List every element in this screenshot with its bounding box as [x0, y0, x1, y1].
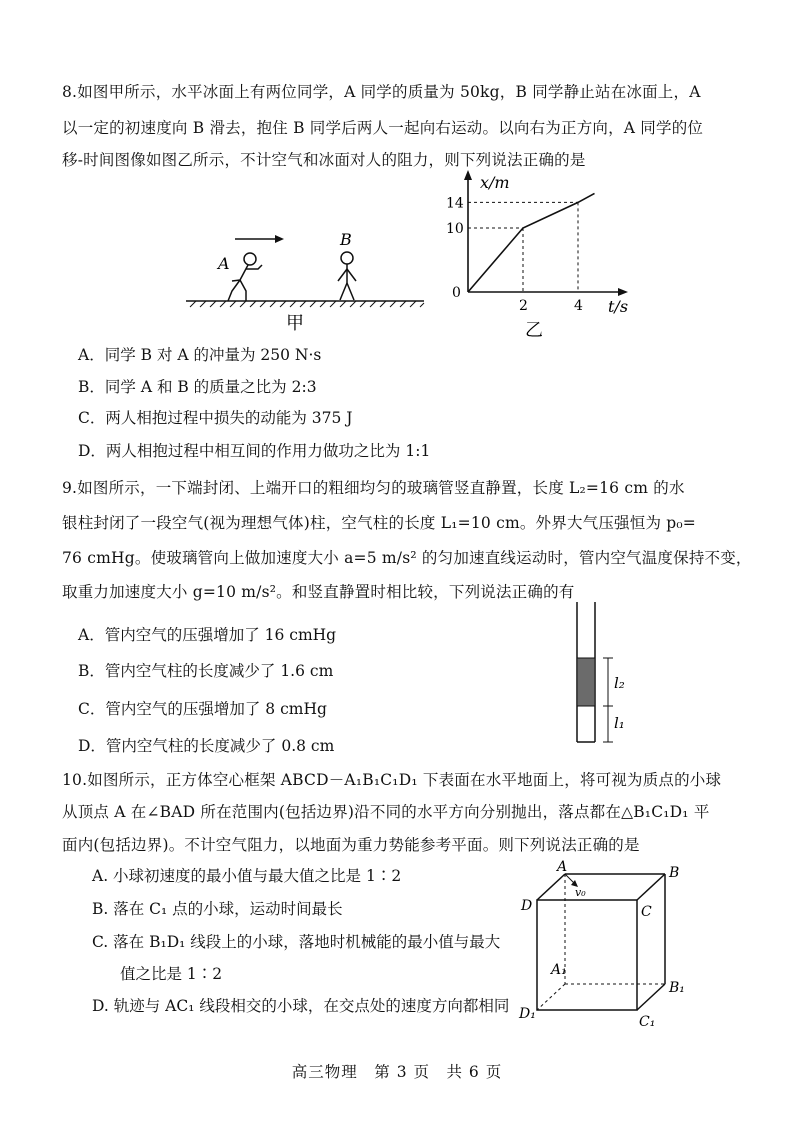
- label-a: A: [218, 254, 230, 273]
- q10-line-2: 从顶点 A 在∠BAD 所在范围内(包括边界)沿不同的水平方向分别抛出，落点都在△B₁C₁D₁ 平: [62, 803, 710, 821]
- series-line-displacement: [468, 193, 595, 292]
- edge-b1c1: [637, 984, 665, 1010]
- q9-option-d: D．管内空气柱的长度减少了 0.8 cm: [78, 737, 335, 755]
- edge-ad: [537, 874, 565, 900]
- q10-line-1: 10.如图所示，正方体空心框架 ABCD－A₁B₁C₁D₁ 下表面在水平地面上，将可视为质点的小球: [62, 771, 722, 789]
- q9-line-2: 银柱封闭了一段空气(视为理想气体)柱，空气柱的长度 L₁=10 cm。外界大气压强恒为 p₀=: [62, 514, 696, 532]
- y-axis-arrowhead-icon: [464, 170, 472, 180]
- q10-line-3: 面内(包括边界)。不计空气阻力，以地面为重力势能参考平面。则下列说法正确的是: [62, 836, 640, 854]
- label-vertex-a: A: [557, 860, 568, 875]
- q10-option-d: D. 轨迹与 AC₁ 线段相交的小球，在交点处的速度方向都相同: [92, 997, 510, 1015]
- x-tick-2: 2: [519, 298, 528, 314]
- label-v0: v₀: [575, 886, 586, 899]
- person-b-icon: [338, 252, 356, 300]
- x-axis-arrowhead-icon: [618, 288, 628, 296]
- figure-jia: [180, 225, 430, 340]
- q8-option-c: C．两人相抱过程中损失的动能为 375 J: [78, 409, 353, 427]
- q10-option-c: C. 落在 B₁D₁ 线段上的小球，落地时机械能的最小值与最大: [92, 933, 501, 951]
- q10-option-b: B. 落在 C₁ 点的小球，运动时间最长: [92, 900, 343, 918]
- front-face-dcc1d1: [537, 900, 637, 1010]
- page-footer: 高三物理 第 3 页 共 6 页: [291, 1063, 503, 1081]
- q8-line-1: 8.如图甲所示，水平冰面上有两位同学，A 同学的质量为 50kg，B 同学静止站在冰面上，A: [62, 83, 701, 101]
- origin-label: 0: [452, 285, 461, 301]
- q8-option-d: D．两人相抱过程中相互间的作用力做功之比为 1:1: [78, 442, 431, 460]
- q9-option-a: A．管内空气的压强增加了 16 cmHg: [78, 626, 337, 644]
- q8-line-2: 以一定的初速度向 B 滑去，抱住 B 同学后两人一起向右运动。以向右为正方向，A 同学的位: [62, 119, 704, 137]
- label-l2: l₂: [614, 674, 625, 692]
- q9-option-b: B．管内空气柱的长度减少了 1.6 cm: [78, 662, 334, 680]
- y-tick-14: 14: [446, 195, 464, 212]
- q8-option-b: B．同学 A 和 B 的质量之比为 2:3: [78, 378, 317, 396]
- figure-glass-tube: [560, 600, 640, 750]
- q8-option-a: A．同学 B 对 A 的冲量为 250 N·s: [78, 346, 322, 364]
- label-l1: l₁: [614, 714, 625, 732]
- label-vertex-c: C: [641, 904, 652, 920]
- x-axis-label: t/s: [608, 297, 629, 316]
- label-vertex-d1: D₁: [519, 1006, 536, 1022]
- edge-a1d1: [537, 984, 565, 1010]
- y-axis-label: x/m: [480, 173, 510, 192]
- mercury-column: [577, 658, 595, 706]
- label-b: B: [340, 230, 352, 249]
- arrowhead-icon: [275, 235, 284, 243]
- label-vertex-b1: B₁: [669, 980, 685, 996]
- label-vertex-d: D: [521, 898, 533, 914]
- label-vertex-b: B: [669, 865, 680, 881]
- person-a-icon: [228, 253, 262, 301]
- q9-line-1: 9.如图所示，一下端封闭、上端开口的粗细均匀的玻璃管竖直静置，长度 L₂=16 cm 的水: [62, 479, 685, 497]
- q9-line-4: 取重力加速度大小 g=10 m/s²。和竖直静置时相比较，下列说法正确的有: [62, 583, 575, 601]
- q10-option-a: A. 小球初速度的最小值与最大值之比是 1∶2: [92, 867, 402, 885]
- x-tick-4: 4: [574, 298, 583, 314]
- edge-bc: [637, 874, 665, 900]
- y-tick-10: 10: [446, 221, 464, 237]
- caption-yi: 乙: [525, 320, 543, 341]
- label-vertex-c1: C₁: [639, 1014, 656, 1030]
- figure-cube: [515, 860, 695, 1030]
- ground-hatch: [190, 301, 424, 307]
- caption-jia: 甲: [286, 313, 304, 334]
- figure-yi-graph: [440, 168, 640, 343]
- label-vertex-a1: A₁: [551, 962, 567, 978]
- q9-line-3: 76 cmHg。使玻璃管向上做加速度大小 a=5 m/s² 的匀加速直线运动时，管内空气温度保持不变，: [62, 549, 752, 567]
- q8-line-3: 移-时间图像如图乙所示，不计空气和冰面对人的阻力，则下列说法正确的是: [62, 151, 586, 169]
- q10-option-c-cont: 值之比是 1∶2: [120, 965, 223, 983]
- q9-option-c: C．管内空气的压强增加了 8 cmHg: [78, 700, 327, 718]
